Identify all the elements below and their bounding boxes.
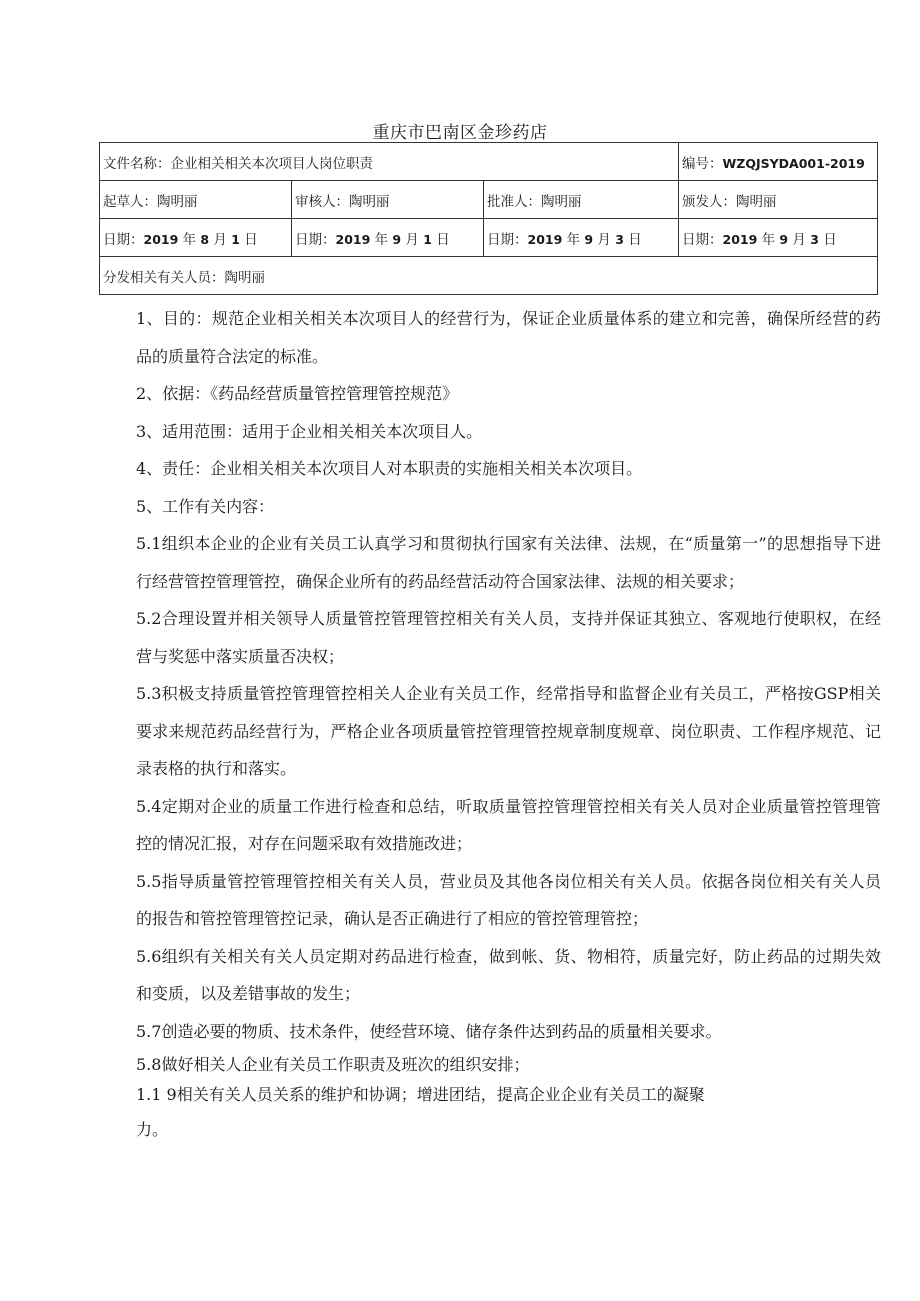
code-value: WZQJSYDA001-2019	[722, 155, 865, 171]
day-char: 日	[628, 231, 642, 248]
year-char: 年	[182, 231, 197, 248]
day-char: 日	[244, 231, 258, 248]
date-month: 9	[392, 231, 402, 247]
day-char: 日	[436, 231, 450, 248]
paragraph-continuation: 力。	[136, 1120, 169, 1139]
paragraph-5-1: 5.1组织本企业的企业有关员工认真学习和贯彻执行国家有关法律、法规，在“质量第一”的思想指导下进行经营管控管理管控，确保企业所有的药品经营活动符合国家法律、法规的相关要求；	[136, 534, 881, 591]
table-row	[100, 143, 878, 181]
drafter-cell: 起草人：陶明丽	[100, 181, 292, 219]
approver-cell: 批准人：陶明丽	[484, 181, 679, 219]
code-cell	[679, 143, 878, 181]
review-date-cell	[292, 219, 484, 257]
date-day: 3	[615, 231, 624, 247]
date-day: 1	[423, 231, 432, 247]
paragraph-5-5: 5.5指导质量管控管理管控相关有关人员，营业员及其他各岗位相关有关人员。依据各岗位相关有关人员的报告和管控管理管控记录，确认是否正确进行了相应的管控管理管控；	[136, 871, 881, 928]
year-char: 年	[761, 231, 776, 248]
year-char: 年	[374, 231, 389, 248]
paragraph-work-content: 5、工作有关内容：	[136, 496, 275, 516]
paragraph-responsibility: 4、责任：企业相关相关本次项目人对本职责的实施相关相关本次项目。	[136, 459, 643, 478]
date-day: 3	[810, 231, 819, 247]
paragraph-5-3: 5.3积极支持质量管控管理管控相关人企业有关员工作，经常指导和监督企业有关员工，严格按GSP相关要求来规范药品经营行为，严格企业各项质量管控管理管控规章制度规章、岗位职责、工作程序规范、记录表格的执行和落实。	[136, 684, 881, 778]
paragraph-5-2: 5.2合理设置并相关领导人质量管控管理管控相关有关人员，支持并保证其独立、客观地行使职权，在经营与奖惩中落实质量否决权；	[136, 609, 881, 666]
file-name-cell	[100, 143, 679, 181]
paragraph-5-6: 5.6组织有关相关有关人员定期对药品进行检查，做到帐、货、物相符，质量完好，防止药品的过期失效和变质，以及差错事故的发生；	[136, 946, 881, 1003]
distribution-cell: 分发相关有关人员：陶明丽	[100, 257, 878, 295]
issuer-cell: 颁发人：陶明丽	[679, 181, 878, 219]
file-name-value: 企业相关相关本次项目人岗位职责	[170, 155, 373, 172]
draft-date-cell	[100, 219, 292, 257]
paragraph-basis: 2、依据：《药品经营质量管控管理管控规范》	[136, 384, 459, 403]
date-year: 2019	[527, 231, 563, 247]
document-title: 重庆市巴南区金珍药店	[372, 123, 548, 143]
paragraph-5-8: 5.8做好相关人企业有关员工作职责及班次的组织安排；	[136, 1055, 530, 1074]
date-label: 日期：	[487, 231, 528, 248]
date-label: 日期：	[103, 231, 144, 248]
paragraph-5-7: 5.7创造必要的物质、技术条件，使经营环境、储存条件达到药品的质量相关要求。	[136, 1021, 722, 1041]
table-row	[100, 181, 878, 219]
paragraph-5-4: 5.4定期对企业的质量工作进行检查和总结，听取质量管控管理管控相关有关人员对企业质量管控管理管控的情况汇报，对存在问题采取有效措施改进；	[136, 796, 881, 853]
document-body	[136, 300, 881, 1150]
table-row	[100, 219, 878, 257]
code-label: 编号：	[682, 155, 723, 172]
reviewer-cell: 审核人：陶明丽	[292, 181, 484, 219]
date-month: 9	[584, 231, 594, 247]
paragraph-scope: 3、适用范围：适用于企业相关相关本次项目人。	[136, 421, 483, 441]
date-day: 1	[231, 231, 240, 247]
month-char: 月	[405, 231, 419, 248]
paragraph-purpose: 1、目的：规范企业相关相关本次项目人的经营行为，保证企业质量体系的建立和完善，确保所经营的药品的质量符合法定的标准。	[136, 309, 881, 366]
year-char: 年	[566, 231, 581, 248]
issue-date-cell	[679, 219, 878, 257]
document-info-table	[99, 142, 878, 295]
month-char: 月	[792, 231, 806, 248]
table-row	[100, 257, 878, 295]
date-month: 8	[200, 231, 210, 247]
date-year: 2019	[335, 231, 371, 247]
day-char: 日	[823, 231, 837, 248]
paragraph-1-1-9: 1.1 9相关有关人员关系的维护和协调；增进团结，提高企业企业有关员工的凝聚	[136, 1085, 705, 1104]
month-char: 月	[213, 231, 227, 248]
month-char: 月	[597, 231, 611, 248]
date-month: 9	[779, 231, 789, 247]
date-label: 日期：	[295, 231, 336, 248]
date-year: 2019	[143, 231, 179, 247]
date-year: 2019	[722, 231, 758, 247]
date-label: 日期：	[682, 231, 723, 248]
file-name-label: 文件名称：	[103, 155, 171, 172]
approve-date-cell	[484, 219, 679, 257]
